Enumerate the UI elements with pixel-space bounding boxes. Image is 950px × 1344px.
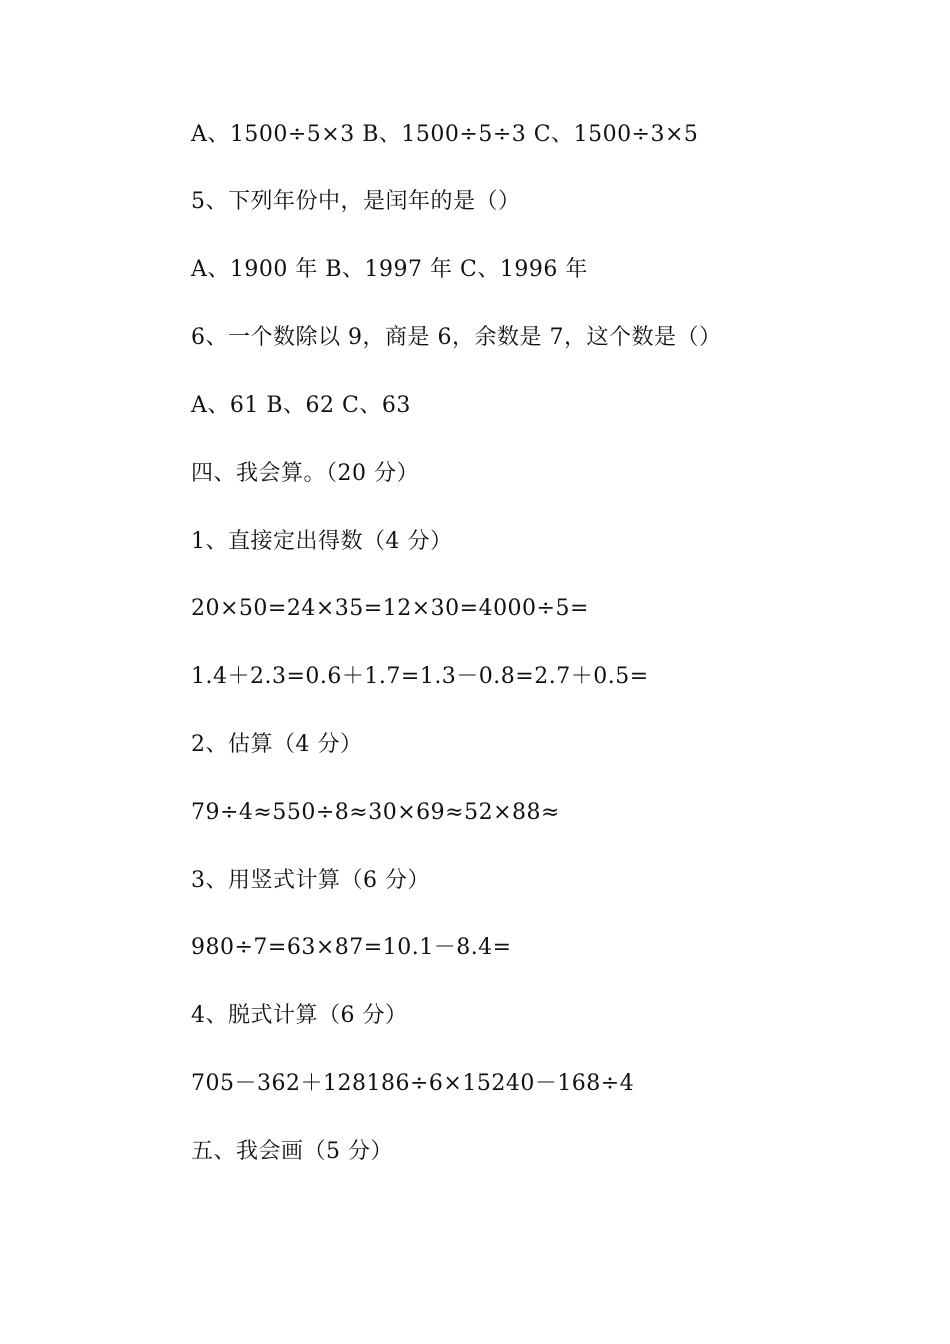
calc-4-row: 705－362＋128186÷6×15240－168÷4 [191,1071,635,1096]
calc-4-heading: 4、脱式计算（6 分） [191,1003,408,1028]
q5-question: 5、下列年份中，是闰年的是（） [191,189,521,214]
calc-1-row-2: 1.4＋2.3=0.6＋1.7=1.3－0.8=2.7＋0.5= [191,664,649,689]
section-5-heading: 五、我会画（5 分） [191,1139,393,1164]
q6-question: 6、一个数除以 9，商是 6，余数是 7，这个数是（） [191,325,722,350]
calc-2-heading: 2、估算（4 分） [191,732,363,757]
calc-1-heading: 1、直接定出得数（4 分） [191,529,453,554]
q6-options: A、61 B、62 C、63 [191,393,411,418]
calc-3-row: 980÷7=63×87=10.1－8.4= [191,935,512,960]
section-4-heading: 四、我会算。（20 分） [191,461,419,486]
q4-options: A、1500÷5×3 B、1500÷5÷3 C、1500÷3×5 [191,122,699,147]
q5-options: A、1900 年 B、1997 年 C、1996 年 [191,257,588,282]
calc-2-row: 79÷4≈550÷8≈30×69≈52×88≈ [191,800,560,825]
calc-3-heading: 3、用竖式计算（6 分） [191,868,430,893]
calc-1-row-1: 20×50=24×35=12×30=4000÷5= [191,596,589,621]
